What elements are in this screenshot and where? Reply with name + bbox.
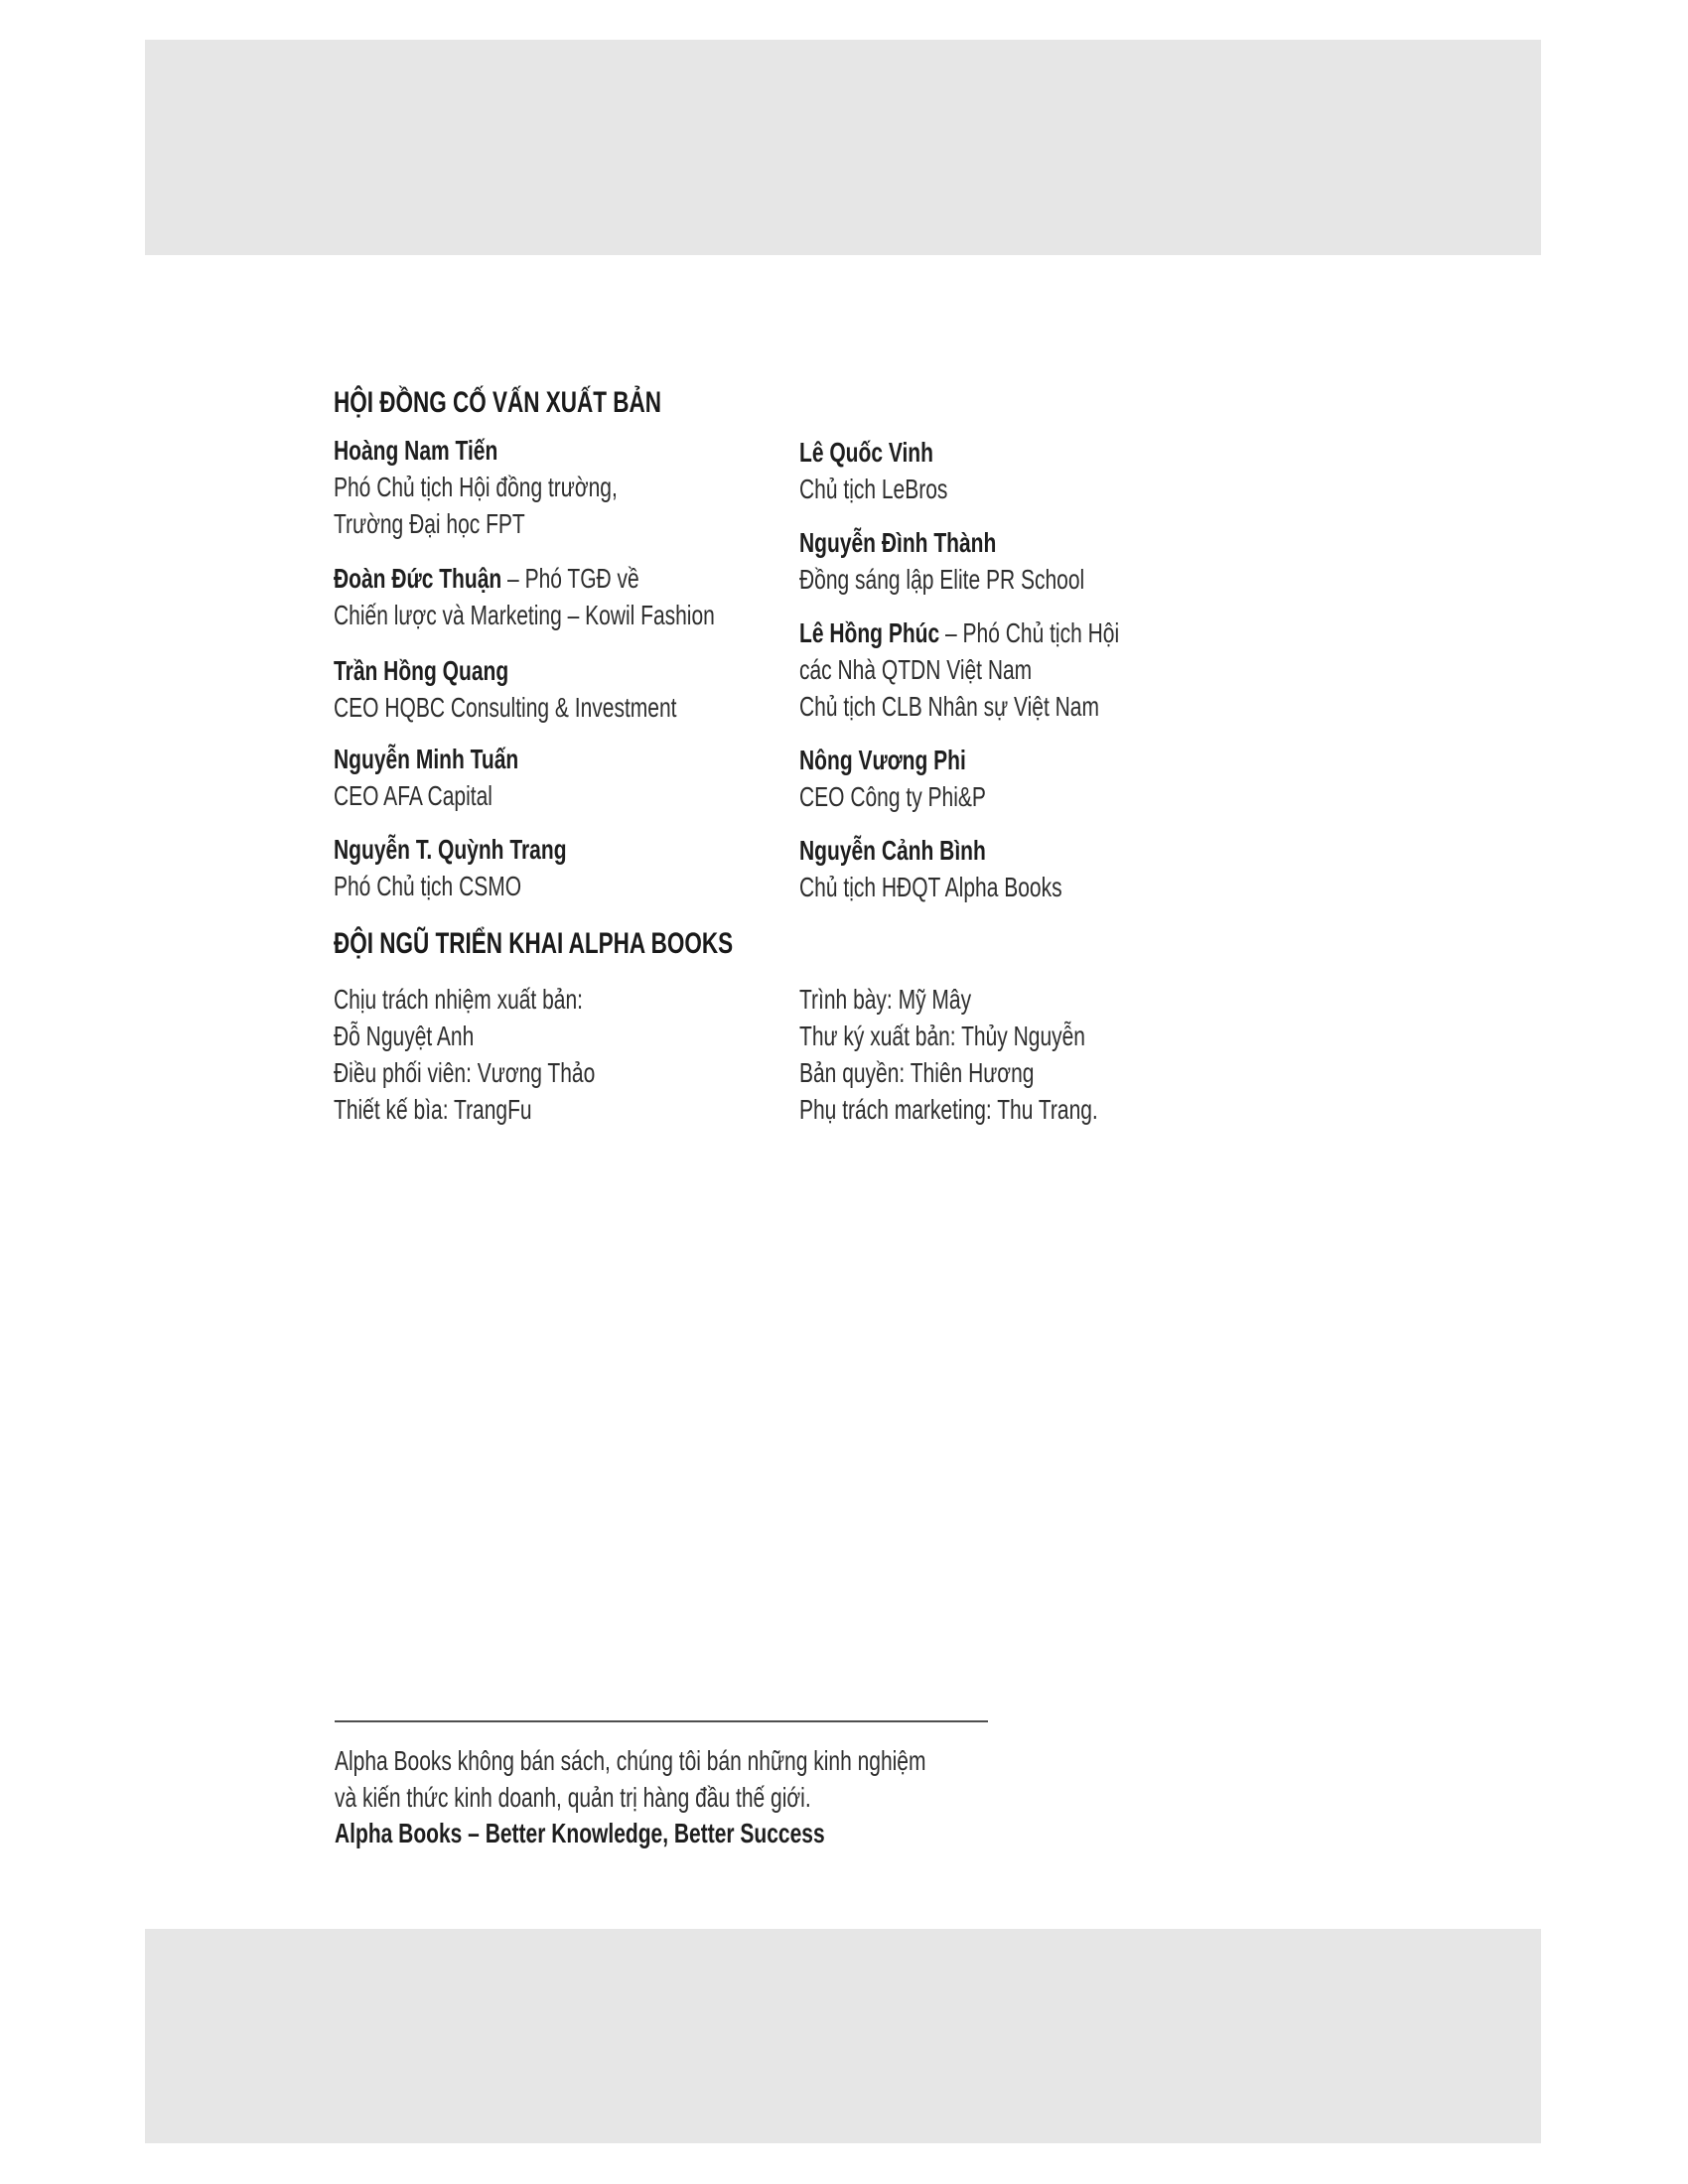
- advisory-board-heading: HỘI ĐỒNG CỐ VẤN XUẤT BẢN: [334, 386, 662, 419]
- member-name: Lê Quốc Vinh: [799, 437, 933, 468]
- member-name: Nguyễn T. Quỳnh Trang: [334, 834, 567, 865]
- member-name: Lê Hồng Phúc: [799, 617, 940, 648]
- member-title-line: Đồng sáng lập Elite PR School: [799, 564, 1085, 595]
- member-title-line: các Nhà QTDN Việt Nam: [799, 654, 1033, 685]
- footer-slogan: Alpha Books – Better Knowledge, Better Success: [335, 1818, 825, 1848]
- team-role-line: Chịu trách nhiệm xuất bản:: [334, 984, 583, 1015]
- member-name: Nguyễn Minh Tuấn: [334, 744, 519, 774]
- team-role-line: Phụ trách marketing: Thu Trang.: [799, 1094, 1098, 1125]
- member-inline-title: – Phó Chủ tịch Hội: [939, 617, 1120, 648]
- member-name: Nông Vương Phi: [799, 745, 966, 775]
- member-title-line: Phó Chủ tịch Hội đồng trường,: [334, 472, 618, 502]
- footer-tagline-line: và kiến thức kinh doanh, quản trị hàng đầu thế giới.: [335, 1782, 811, 1813]
- member-title-line: Chiến lược và Marketing – Kowil Fashion: [334, 600, 715, 630]
- team-heading: ĐỘI NGŨ TRIỂN KHAI ALPHA BOOKS: [334, 927, 734, 960]
- member-name: Nguyễn Đình Thành: [799, 527, 997, 558]
- footer-divider: [335, 1720, 988, 1722]
- member-name: Nguyễn Cảnh Bình: [799, 835, 986, 866]
- team-role-line: Đỗ Nguyệt Anh: [334, 1021, 475, 1051]
- member-name-with-title: [334, 562, 639, 596]
- member-name: Hoàng Nam Tiến: [334, 435, 498, 466]
- team-role-line: Bản quyền: Thiên Hương: [799, 1057, 1035, 1088]
- member-title-line: Phó Chủ tịch CSMO: [334, 871, 522, 901]
- member-name: Trần Hồng Quang: [334, 655, 509, 686]
- member-title-line: Trường Đại học FPT: [334, 508, 525, 539]
- member-title-line: CEO AFA Capital: [334, 780, 492, 811]
- member-name: Đoàn Đức Thuận: [334, 563, 502, 594]
- team-role-line: Thiết kế bìa: TrangFu: [334, 1094, 532, 1125]
- member-title-line: Chủ tịch CLB Nhân sự Việt Nam: [799, 691, 1099, 722]
- member-name-with-title: [799, 616, 1119, 650]
- footer-tagline-line: Alpha Books không bán sách, chúng tôi bán những kinh nghiệm: [335, 1745, 926, 1776]
- top-image-placeholder: [145, 40, 1541, 255]
- member-title-line: CEO HQBC Consulting & Investment: [334, 692, 677, 723]
- member-inline-title: – Phó TGĐ về: [501, 563, 639, 594]
- member-title-line: Chủ tịch LeBros: [799, 474, 948, 504]
- team-role-line: Trình bày: Mỹ Mây: [799, 984, 972, 1015]
- team-role-line: Điều phối viên: Vương Thảo: [334, 1057, 596, 1088]
- member-title-line: Chủ tịch HĐQT Alpha Books: [799, 872, 1062, 902]
- member-title-line: CEO Công ty Phi&P: [799, 781, 986, 812]
- bottom-image-placeholder: [145, 1929, 1541, 2143]
- team-role-line: Thư ký xuất bản: Thủy Nguyễn: [799, 1021, 1085, 1051]
